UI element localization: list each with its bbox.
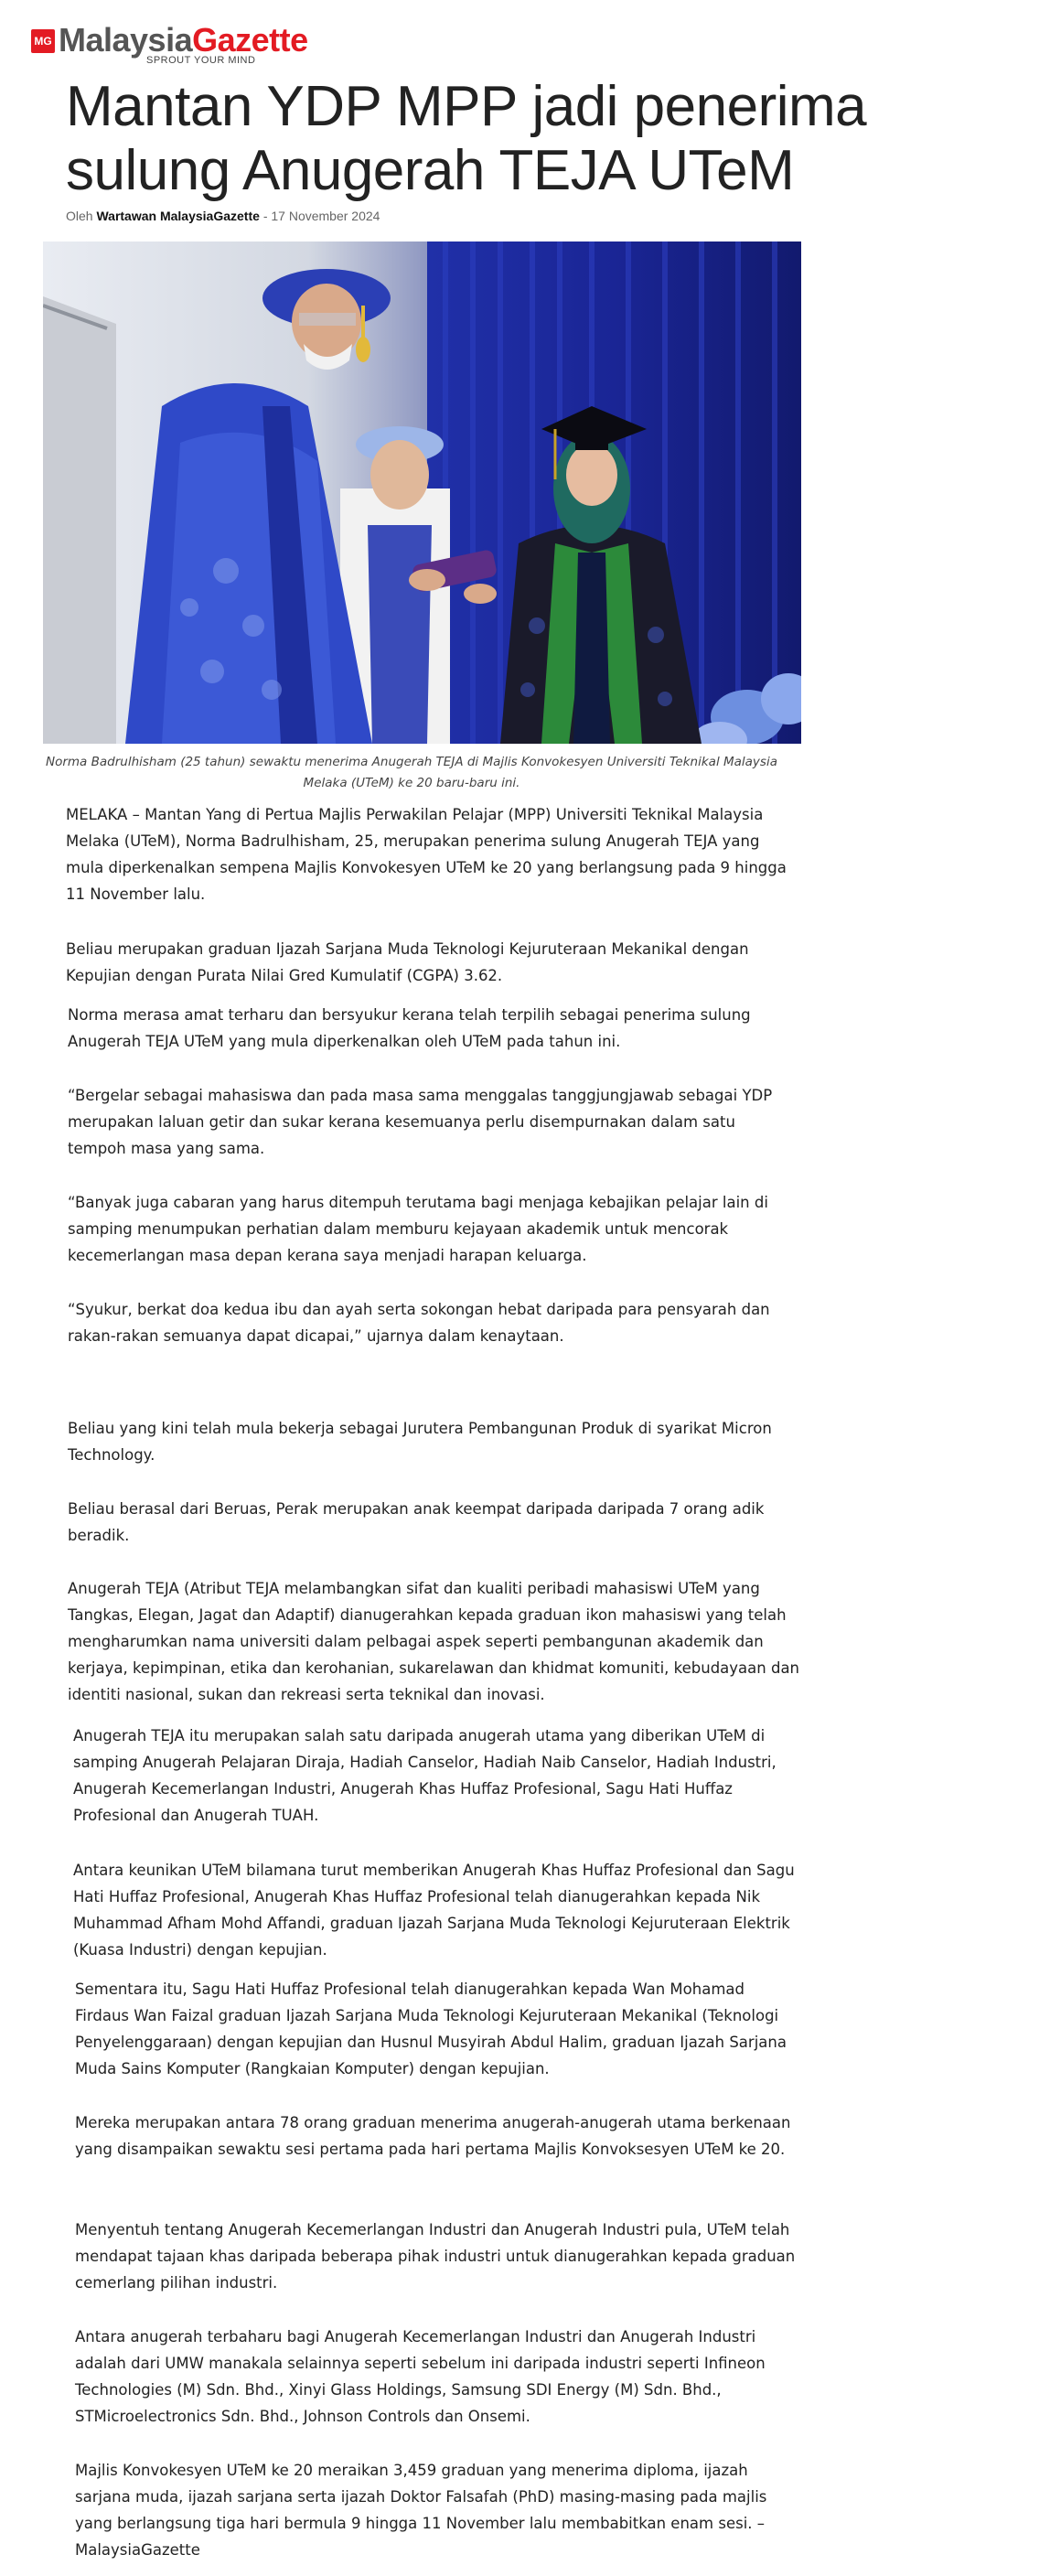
article-title: Mantan YDP MPP jadi penerima sulung Anugerah TEJA UTeM: [66, 75, 867, 202]
paragraph: Beliau yang kini telah mula bekerja sebagai Jurutera Pembangunan Produk di syarikat Micron Technology.: [68, 1420, 772, 1464]
paragraph: “Syukur, berkat doa kedua ibu dan ayah serta sokongan hebat daripada para pensyarah dan rakan-rakan semuanya dapat dicapai,” ujarnya dalam kenaytaan.: [68, 1301, 770, 1345]
paragraph: Anugerah TEJA itu merupakan salah satu daripada anugerah utama yang diberikan UTeM di samping Anugerah Pelajaran Diraja, Hadiah Canselor, Hadiah Naib Canselor, Hadiah Industri, Anugerah Kecemerlangan Industri, Anugerah Khas Huffaz Profesional, Sagu Hati Huffaz Profesional dan Anugerah TUAH.: [73, 1727, 777, 1824]
paragraph: “Bergelar sebagai mahasiswa dan pada masa sama menggalas tanggjungjawab sebagai YDP merupakan laluan getir dan sukar kerana kesemuanya perlu disempurnakan dalam satu tempoh masa yang sama.: [68, 1087, 773, 1157]
publish-date: 17 November 2024: [271, 209, 380, 223]
paragraph: Menyentuh tentang Anugerah Kecemerlangan Industri dan Anugerah Industri pula, UTeM telah mendapat tajaan khas daripada beberapa pihak industri untuk dianugerahkan kepada graduan cemerlang pilihan industri.: [75, 2221, 796, 2292]
logo-part-2: Gazette: [192, 21, 308, 59]
logo-badge: MG: [31, 29, 55, 53]
paragraph: Sementara itu, Sagu Hati Huffaz Profesional telah dianugerahkan kepada Wan Mohamad Firdaus Wan Faizal graduan Ijazah Sarjana Muda Teknologi Kejuruteraan Mekanikal (Teknologi Penyelenggaraan) dengan kepujian dan Husnul Musyirah Abdul Halim, graduan Ijazah Sarjana Muda Sains Komputer (Rangkaian Komputer) dengan kepujian.: [75, 1980, 787, 2077]
logo-tagline: SPROUT YOUR MIND: [146, 55, 256, 66]
site-logo[interactable]: [31, 21, 308, 66]
photo-caption: Norma Badrulhisham (25 tahun) sewaktu menerima Anugerah TEJA di Majlis Konvokesyen Universiti Teknikal Malaysia Melaka (UTeM) ke 20 baru-baru ini.: [46, 755, 777, 790]
byline-separator: -: [262, 209, 268, 223]
byline-prefix: Oleh: [66, 209, 93, 223]
logo-part-1: Malaysia: [59, 21, 193, 59]
paragraph: Majlis Konvokesyen UTeM ke 20 meraikan 3,459 graduan yang menerima diploma, ijazah sarjana muda, ijazah sarjana serta ijazah Doktor Falsafah (PhD) masing-masing pada majlis yang berlangsung tiga hari bermula 9 hingga 11 November lalu membabitkan enam sesi. – MalaysiaGazette: [75, 2462, 767, 2559]
paragraph: Antara keunikan UTeM bilamana turut memberikan Anugerah Khas Huffaz Profesional dan Sagu Hati Huffaz Profesional, Anugerah Khas Huffaz Profesional telah dianugerahkan kepada Nik Muhammad Afham Mohd Affandi, graduan Ijazah Sarjana Muda Teknologi Kejuruteraan Elektrik (Kuasa Industri) dengan kepujian.: [73, 1862, 795, 1959]
paragraph: “Banyak juga cabaran yang harus ditempuh terutama bagi menjaga kebajikan pelajar lain di samping menumpukan perhatian dalam memburu kejayaan akademik untuk mencorak kecemerlangan masa depan kerana saya menjadi harapan keluarga.: [68, 1194, 768, 1264]
paragraph: Beliau berasal dari Beruas, Perak merupakan anak keempat daripada daripada 7 orang adik beradik.: [68, 1500, 765, 1544]
paragraph: MELAKA – Mantan Yang di Pertua Majlis Perwakilan Pelajar (MPP) Universiti Teknikal Malaysia Melaka (UTeM), Norma Badrulhisham, 25, merupakan penerima sulung Anugerah TEJA yang mula diperkenalkan sempena Majlis Konvokesyen UTeM ke 20 yang berlangsung pada 9 hingga 11 November lalu.: [66, 806, 787, 903]
featured-photo: [43, 242, 801, 744]
byline: [66, 209, 380, 223]
logo-wordmark: [59, 21, 308, 66]
author-link[interactable]: Wartawan MalaysiaGazette: [96, 209, 260, 223]
paragraph: Norma merasa amat terharu dan bersyukur kerana telah terpilih sebagai penerima sulung Anugerah TEJA UTeM yang mula diperkenalkan oleh UTeM pada tahun ini.: [68, 1006, 751, 1050]
paragraph: Mereka merupakan antara 78 orang graduan menerima anugerah-anugerah utama berkenaan yang disampaikan sewaktu sesi pertama pada hari pertama Majlis Konvoksesyen UTeM ke 20.: [75, 2114, 791, 2158]
paragraph: Beliau merupakan graduan Ijazah Sarjana Muda Teknologi Kejuruteraan Mekanikal dengan Kepujian dengan Purata Nilai Gred Kumulatif (CGPA) 3.62.: [66, 940, 749, 984]
paragraph: Antara anugerah terbaharu bagi Anugerah Kecemerlangan Industri dan Anugerah Industri adalah dari UMW manakala selainnya seperti sebelum ini daripada industri seperti Infineon Technologies (M) Sdn. Bhd., Xinyi Glass Holdings, Samsung SDI Energy (M) Sdn. Bhd., STMicroelectronics Sdn. Bhd., Johnson Controls dan Onsemi.: [75, 2328, 766, 2425]
paragraph: Anugerah TEJA (Atribut TEJA melambangkan sifat dan kualiti peribadi mahasiswi UTeM yang Tangkas, Elegan, Jagat dan Adaptif) dianugerahkan kepada graduan ikon mahasiswi yang telah mengharumkan nama universiti dalam pelbagai aspek seperti pembangunan akademik dan kerjaya, kepimpinan, etika dan kerohanian, sukarelawan dan khidmat komuniti, kebudayaan dan identiti nasional, sukan dan rekreasi serta teknikal dan inovasi.: [68, 1580, 800, 1703]
